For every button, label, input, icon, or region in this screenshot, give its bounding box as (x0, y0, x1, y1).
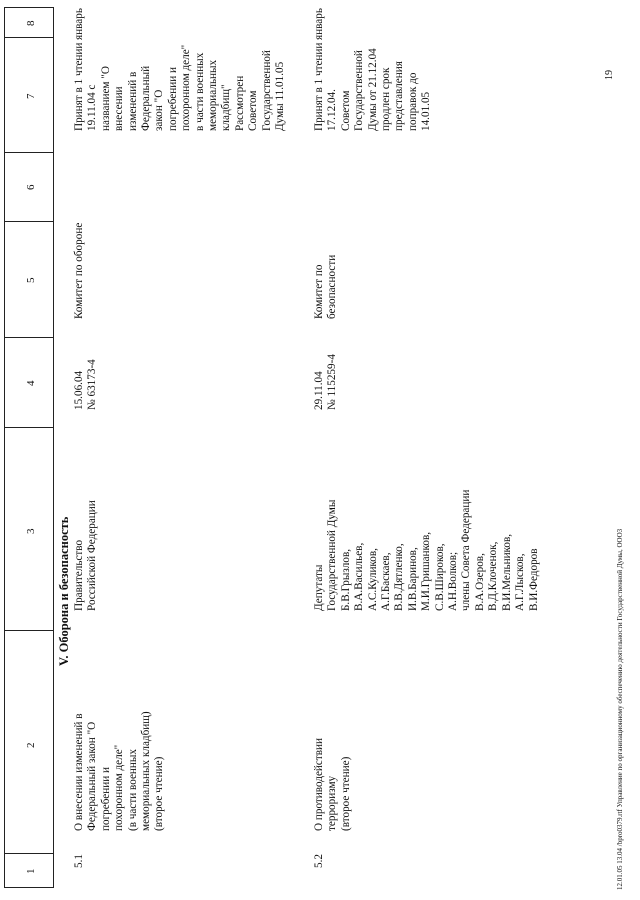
col-divider-4 (4, 337, 54, 338)
header-top-line (4, 8, 5, 888)
col-divider-5 (4, 221, 54, 222)
registration-date: 29.11.04 № 115259-4 (313, 354, 339, 410)
bill-title: О внесении изменений в Федеральный закон "О погребении и похоронном деле" (в части военных мемориальных кладбищ) (второе чтение) (73, 711, 166, 831)
page-number: 19 (604, 70, 615, 80)
bill-title: О противодействии терроризму (второе чтение) (313, 737, 352, 831)
col-divider-0 (4, 887, 54, 888)
bill-author: Правительство Российской Федерации (73, 500, 99, 611)
column-number: 5 (25, 277, 37, 283)
bill-status: Принят в 1 чтении 19.11.04 с названием "О внесении изменений в Федеральный закон "О погребении и похоронном деле" в части военных мемориальных кладбищ" Рассмотрен Советом Государственной Думы 11.01.05 (73, 42, 287, 131)
row-number: 5.1 (73, 854, 85, 868)
row-number: 5.2 (313, 854, 325, 868)
consideration-term: январь (73, 8, 85, 40)
header-bottom-line (53, 8, 54, 888)
col-divider-1 (4, 853, 54, 854)
column-number: 2 (25, 742, 37, 748)
col-divider-3 (4, 427, 54, 428)
page-footer: 12.01.05 13.04 /bpro0379.rtf Управление по организационному обеспечению деятельности Государственной Думы, ООО3 (616, 528, 624, 890)
column-number: 3 (25, 528, 37, 534)
column-number: 4 (25, 380, 37, 386)
col-divider-6 (4, 152, 54, 153)
col-divider-7 (4, 37, 54, 38)
bill-author: Депутаты Государственной Думы Б.В.Грызлов, В.А.Васильев, А.С.Куликов, А.Г.Баскаев, В.В.Дятленко, И.В.Баринов, М.И.Гришанков, С.В.Широков, А.Н.Волков; члены Совета Федерации В.А.Озеров, В.Д.Клоченок, В.И.Мельников, А.Г.Лысков, В.И.Федоров (313, 489, 540, 611)
col-divider-8 (4, 7, 54, 8)
consideration-term: январь (313, 8, 325, 40)
column-number: 1 (25, 868, 37, 874)
committee: Комитет по обороне (73, 222, 85, 319)
column-number: 6 (25, 184, 37, 190)
column-number: 7 (25, 93, 37, 99)
section-title: V. Оборона и безопасность (57, 516, 71, 666)
registration-date: 15.06.04 № 63173-4 (73, 359, 99, 410)
bill-status: Принят в 1 чтении 17.12.04. Советом Государственной Думы от 21.12.04 продлен срок представления поправок до 14.01.05 (313, 42, 433, 131)
column-number: 8 (25, 20, 37, 26)
col-divider-2 (4, 630, 54, 631)
committee: Комитет по безопасности (313, 254, 339, 319)
